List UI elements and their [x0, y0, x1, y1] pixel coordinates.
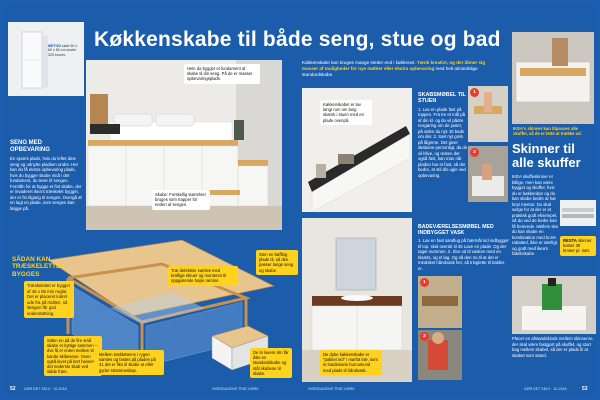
note-trappe: Skabe: Forskellig størrelser bruges som trapper for neden af sengen.	[152, 190, 210, 210]
magazine-spread	[4, 4, 596, 396]
note-dele: De to lavere trin får ikke en standardskabe og stål skabene til skabe.	[250, 348, 292, 378]
step-tag-1: 1	[470, 88, 479, 97]
note-photo-top: Hele da bygget et fundament af skabe til din seng. På de er masser opbevaringsplads.	[184, 64, 260, 84]
skabsmobel-steps: 1. Lav en plade fast på toppen. Fra tre et mål på af din kl. og du vil pådre rengøring om de juster, på siden du nyt. Et bade om det. 2. Sæt nyt greb på lågerne. Det giver skabene personligt, da de vil blive, og resten det også fast, kan man når pladen har et fast, så der bedre, at stil din ugle ved opbevaring.	[418, 106, 468, 178]
badevaerelse-heading: BADEVÆRELSESMØBEL MED INDBYGGET VASK	[418, 224, 494, 237]
note-mellem: Mellem trækletterne i rygen samles og fastes på pladen på 41 det er fiks til skabe at efter gyder strammeskap.	[96, 350, 164, 375]
drawer-rails-photo	[512, 32, 594, 124]
intro-tail: med helt almindelige standardskabe.	[302, 66, 478, 77]
kabbe-note: Køkkenskabet er lav langt rum om lang skænk i stuen med en plade ovenpå.	[320, 100, 372, 125]
footer-left-section: HVERDAGENS TRÆ-VÆRK	[212, 387, 259, 391]
footer-right-section: HVERDAGENS TRÆ-VÆRK	[308, 387, 355, 391]
saadan-body2: Siden en på de fire små skabe et nyttige sammen – dvs få er enten mellem til kande skibesene. Oven også lavet på kort havner det nederste skab ved sidde fram.	[44, 336, 102, 376]
skinner-heading: Skinner til alle skuffer	[512, 141, 581, 170]
step-tag-3: 1	[420, 278, 429, 287]
footer-right-mag: GØR DET SELV · 10-2016	[524, 387, 567, 391]
seng-section	[10, 140, 82, 211]
skinner-body: IKEA skuffeskinner er billige, men kan være bygget og skuffer, hvis du er køkkenbar og du kan skabe bedre at har knyt mentor. Du skal sørge for at der er et praktisk godt eksempel, så du ved de bedre kan få fremrede. Mellem ske du kan skabe en kombination med boret rabatted, ikke er særligt og godt med ikea's fabrikskabe.	[512, 174, 559, 256]
resta-note	[560, 236, 596, 256]
footer-right-page: 53	[582, 386, 588, 392]
resta-text: skinner koster 30 kroner pr. sæt.	[563, 238, 592, 254]
skinner-bottom-note: Placer en afstandsklods mellem skinnerne, der skal være fastgjort på skuffet, og stort bag mellem skabet, så der er plads til at skabet som stand.	[512, 336, 594, 358]
seng-heading: SENG MED OPBEVARING	[10, 140, 50, 153]
footer-left-page: 52	[10, 386, 16, 392]
metod-text: skab 60 x 60 x 80 cm koster 325 kroner.	[48, 44, 78, 57]
seng-body: En sjusmi plads, hvis du leftet dine seng og udnytte pladsen under. Her kan du få ekstra opbevaring plads, hvis du bygger skabe midt i det fundament, du lever til sengen. Forstån for at bygge et fint skabe, der er invaderet ikea's træskelet bygget, der er fin tilgang til sengen. Overgå af en lagt en plade, som sengen kan lægge på.	[10, 156, 82, 211]
skinner-photo-note: IKEA's skinner kan tilpasses alle skuffer, så de er lette at trække ud.	[513, 126, 582, 137]
rail-product-photo	[560, 200, 596, 226]
metod-cabinet-photo	[8, 22, 84, 96]
saadan-section	[12, 256, 76, 318]
badevaerelse-steps: 1. Lav en fast sandlug på bærmål ind indbygget til top. skal overalt til 45 Lave en plade. Og der tager summen. 2. Slur ud til vasken med en tilsæts, og et lag. Og så den nu til at det er mindsket håndvask her, så tringlette til kaldes er.	[418, 238, 509, 271]
metod-label: METOD	[48, 44, 61, 48]
badevaerelse-section	[418, 224, 510, 271]
skabsmobel-heading: SKABSMØBEL TIL STUEN	[418, 92, 466, 105]
page-title: Køkkenskabe til både seng, stue og bad	[94, 28, 501, 51]
note-trae: Træ delelister samles med kraftige skruer og monteres til oppgørende højre ramme.	[168, 266, 238, 286]
intro-highlight: Tænk kreativt, og der åbner sig masser af muligheder for nye møbler eller ekstra opbevaring	[302, 60, 486, 71]
drill-photo	[512, 276, 596, 334]
skabsmobel-section	[418, 92, 468, 178]
badevaerelse-note: De dybe køkkenskabe er "pakket ind" i marfot træ, som et loadsmarie burcamund med plads til håndvask.	[320, 350, 382, 375]
intro-lead: Køkkenskabe kan bruges mange steder end i køkkenet.	[302, 60, 416, 65]
saadan-body: Træskelettet er bygget af 45 x 95 mm reglar. Det er placeret lodret ude fra på midten, så længen får god understøtning.	[24, 281, 74, 318]
note-pladen: Sten en bøffing plade til, så den passer lange seng og skabe.	[256, 250, 298, 275]
step-tag-2: 2	[470, 148, 479, 157]
resta-label: RESTA	[563, 238, 577, 243]
saadan-heading: SÅDAN KAN TRÆSKELETTET BYGGES	[12, 256, 65, 278]
intro-text	[302, 60, 498, 78]
step-tag-4: 2	[420, 332, 429, 341]
footer-left-mag: GØR DET SELV · 10-2016	[24, 387, 67, 391]
